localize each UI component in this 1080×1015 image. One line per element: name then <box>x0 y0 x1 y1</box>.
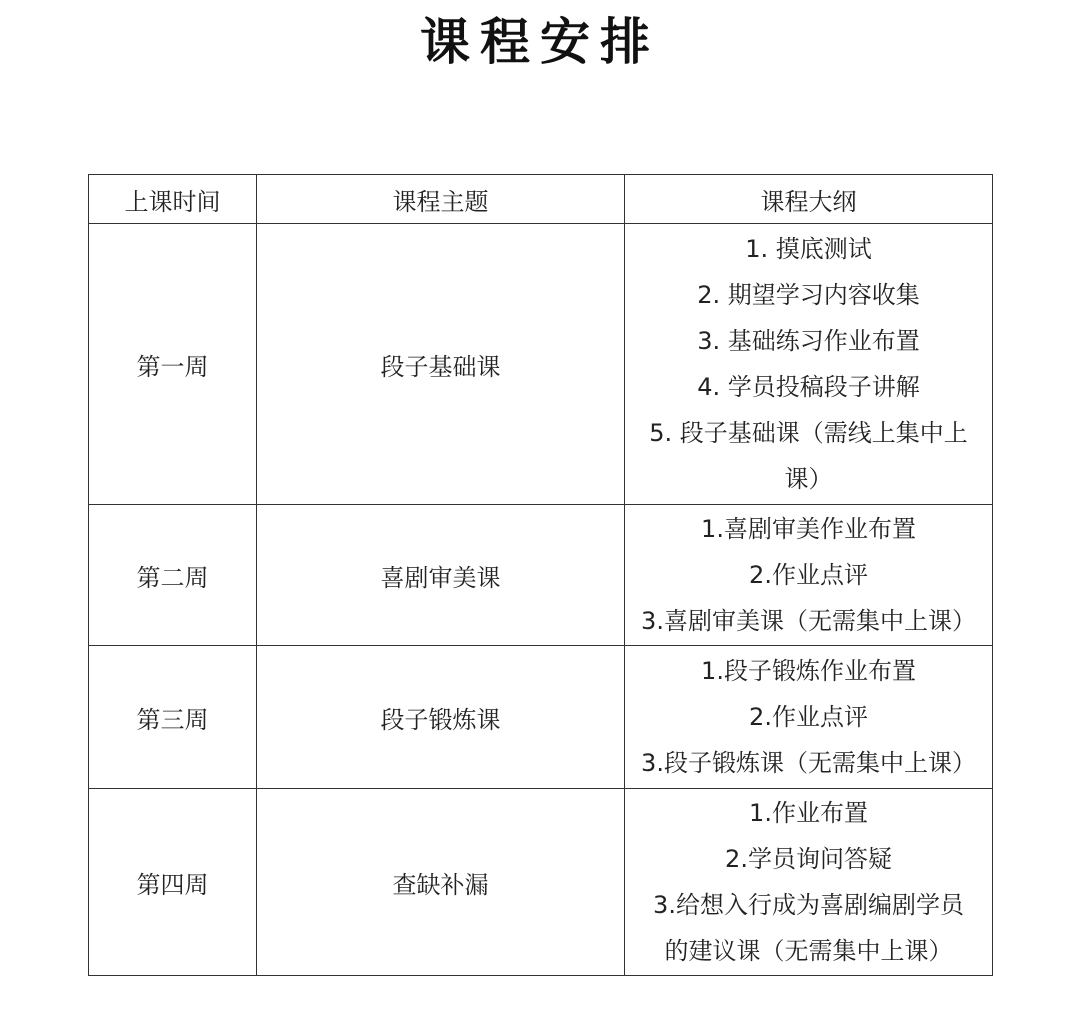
topic-cell: 段子锻炼课 <box>257 646 625 789</box>
outline-item: 5. 段子基础课（需线上集中上 <box>649 419 968 447</box>
page-title: 课程安排 <box>420 12 660 71</box>
header-outline: 课程大纲 <box>625 175 993 224</box>
outline-item: 3. 基础练习作业布置 <box>697 327 920 355</box>
outline-item: 2.作业点评 <box>749 561 868 589</box>
table-row <box>89 505 993 646</box>
table-row <box>89 646 993 789</box>
outline-item: 1.喜剧审美作业布置 <box>701 515 916 543</box>
outline-item: 3.给想入行成为喜剧编剧学员 <box>653 891 964 919</box>
outline-cell <box>625 789 993 976</box>
topic-cell: 查缺补漏 <box>257 789 625 976</box>
outline-item: 1.段子锻炼作业布置 <box>701 657 916 685</box>
outline-item: 2.作业点评 <box>749 703 868 731</box>
outline-item: 1. 摸底测试 <box>745 235 872 263</box>
outline-cell <box>625 505 993 646</box>
course-schedule-table <box>88 174 993 976</box>
week-cell: 第四周 <box>89 789 257 976</box>
outline-cell <box>625 224 993 505</box>
header-topic: 课程主题 <box>257 175 625 224</box>
outline-cell <box>625 646 993 789</box>
outline-item: 课） <box>784 465 833 493</box>
outline-item: 4. 学员投稿段子讲解 <box>697 373 920 401</box>
table-header-row <box>89 175 993 224</box>
outline-item: 1.作业布置 <box>749 799 868 827</box>
outline-item: 3.段子锻炼课（无需集中上课） <box>641 749 976 777</box>
week-cell: 第三周 <box>89 646 257 789</box>
outline-item: 3.喜剧审美课（无需集中上课） <box>641 607 976 635</box>
outline-item: 的建议课（无需集中上课） <box>664 937 953 965</box>
table-row <box>89 789 993 976</box>
week-cell: 第一周 <box>89 224 257 505</box>
table-row <box>89 224 993 505</box>
topic-cell: 段子基础课 <box>257 224 625 505</box>
outline-item: 2.学员询问答疑 <box>725 845 892 873</box>
header-time: 上课时间 <box>89 175 257 224</box>
outline-item: 2. 期望学习内容收集 <box>697 281 920 309</box>
topic-cell: 喜剧审美课 <box>257 505 625 646</box>
week-cell: 第二周 <box>89 505 257 646</box>
